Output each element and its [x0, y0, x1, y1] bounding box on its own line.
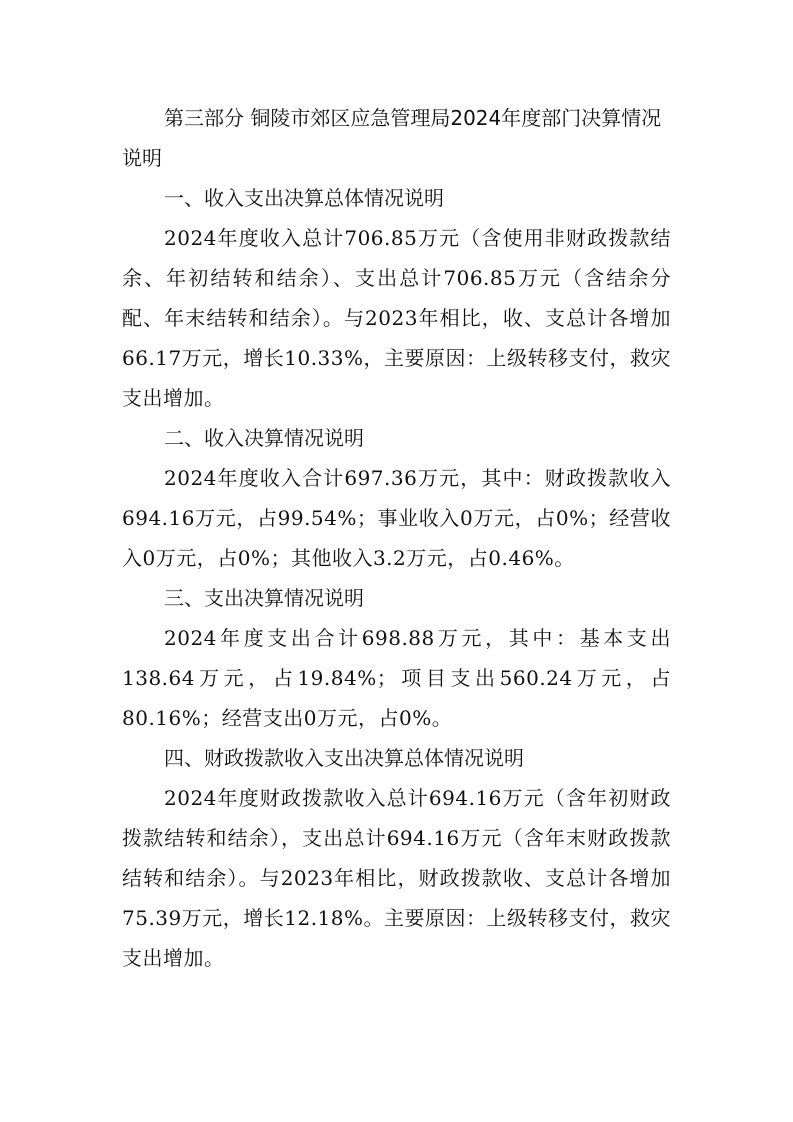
section-heading: 一、收入支出决算总体情况说明 [164, 186, 444, 210]
section-heading: 三、支出决算情况说明 [164, 586, 364, 610]
section-1 [122, 178, 671, 418]
section-body: 2024年度收入总计706.85万元（含使用非财政拨款结余、年初结转和结余）、支出总计706.85万元（含结余分配、年末结转和结余）。与2023年相比，收、支总计各增加66.17万元，增长10.33%，主要原因：上级转移支付，救灾支出增加。 [122, 226, 672, 410]
document-title: 第三部分 铜陵市郊区应急管理局2024年度部门决算情况说明 [122, 106, 662, 170]
section-heading: 二、收入决算情况说明 [164, 426, 364, 450]
section-body: 2024年度财政拨款收入总计694.16万元（含年初财政拨款结转和结余），支出总计694.16万元（含年末财政拨款结转和结余）。与2023年相比，财政拨款收、支总计各增加75.39万元，增长12.18%。主要原因：上级转移支付，救灾支出增加。 [122, 786, 672, 970]
section-3 [122, 578, 671, 738]
section-heading: 四、财政拨款收入支出决算总体情况说明 [164, 746, 524, 770]
section-body: 2024年度支出合计698.88万元，其中：基本支出138.64万元，占19.84%；项目支出560.24万元，占80.16%；经营支出0万元，占0%。 [122, 626, 671, 730]
section-2 [122, 418, 671, 578]
section-body: 2024年度收入合计697.36万元，其中：财政拨款收入694.16万元，占99.54%；事业收入0万元，占0%；经营收入0万元，占0%；其他收入3.2万元，占0.46%。 [122, 466, 671, 570]
section-4 [122, 738, 671, 978]
